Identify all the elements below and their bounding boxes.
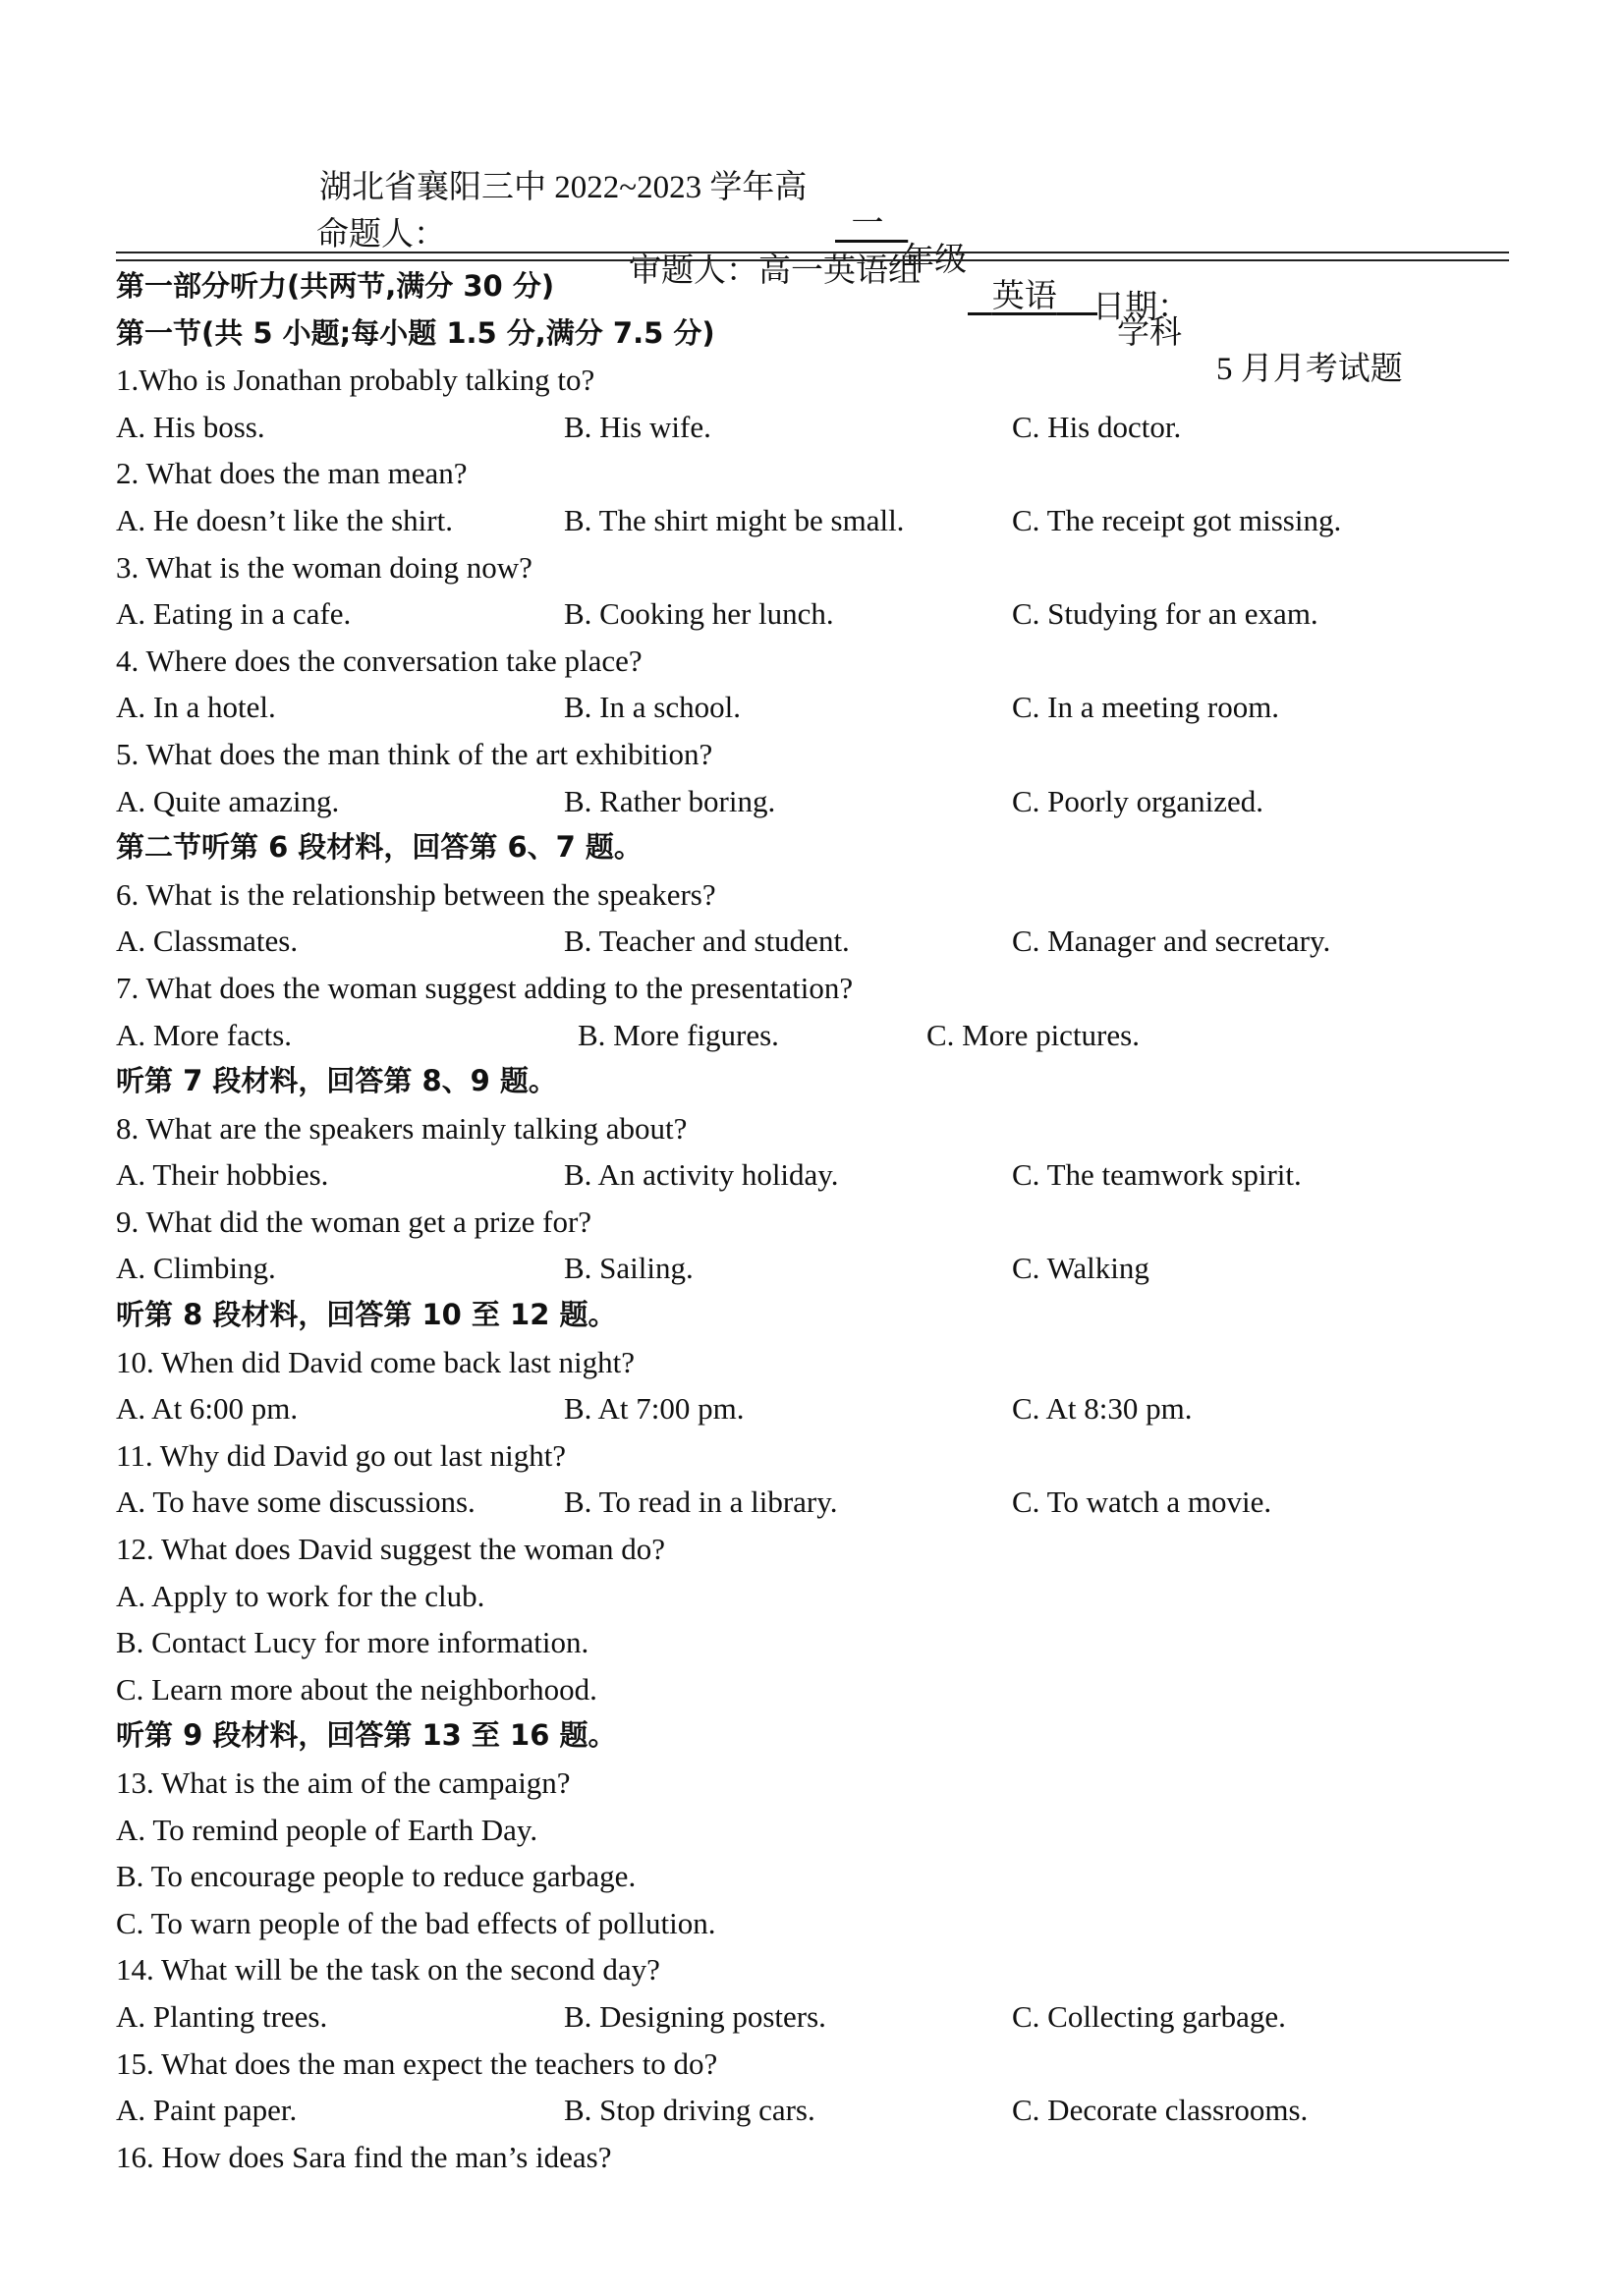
option-b: B. To encourage people to reduce garbage. xyxy=(116,1859,637,1894)
options-row xyxy=(116,590,1511,638)
question-stem: 10. When did David come back last night? xyxy=(116,1344,636,1379)
option-c: C. To watch a movie. xyxy=(1012,1484,1272,1520)
option-b: B. To read in a library. xyxy=(564,1484,838,1520)
option-c: C. In a meeting room. xyxy=(1012,690,1280,725)
subject-label: 学科 xyxy=(1117,315,1182,351)
option-c: C. Manager and secretary. xyxy=(1012,924,1331,959)
options-row xyxy=(116,1151,1511,1199)
option-c: C. Walking xyxy=(1012,1251,1149,1286)
subject-value: 英语 xyxy=(991,279,1057,314)
option-c: C. The receipt got missing. xyxy=(1012,502,1342,537)
option-c: C. Studying for an exam. xyxy=(1012,596,1318,632)
option-a: A. To remind people of Earth Day. xyxy=(116,1812,538,1847)
setter-label: 命题人： xyxy=(316,217,446,252)
question-stem: 5. What does the man think of the art exhibition? xyxy=(116,736,713,771)
options-row xyxy=(116,2087,1511,2134)
option-a: A. His boss. xyxy=(116,409,265,444)
date-label: 日期： xyxy=(1092,290,1190,325)
option-a: A. Climbing. xyxy=(116,1251,276,1286)
question-stem: 14. What will be the task on the second day? xyxy=(116,1952,660,1988)
options-row xyxy=(116,1993,1511,2041)
option-c: C. The teamwork spirit. xyxy=(1012,1157,1302,1193)
option-a: A. He doesn’t like the shirt. xyxy=(116,502,453,537)
option-b: B. Rather boring. xyxy=(564,783,776,818)
option-b: B. His wife. xyxy=(564,409,711,444)
options-row xyxy=(116,1479,1511,1526)
option-b: B. Contact Lucy for more information. xyxy=(116,1625,589,1660)
question-stem: 16. How does Sara find the man’s ideas? xyxy=(116,2139,612,2174)
option-a: A. Quite amazing. xyxy=(116,783,340,818)
option-b: B. An activity holiday. xyxy=(564,1157,839,1193)
option-b: B. Teacher and student. xyxy=(564,924,850,959)
section-heading: 第二节听第 6 段材料，回答第 6、7 题。 xyxy=(116,830,643,865)
option-a: A. To have some discussions. xyxy=(116,1484,476,1520)
part-heading: 第一部分听力(共两节,满分 30 分) xyxy=(116,269,555,303)
grade-label: 年级 xyxy=(902,243,967,278)
question-stem: 1.Who is Jonathan probably talking to? xyxy=(116,363,595,398)
options-row xyxy=(116,404,1511,451)
options-row xyxy=(116,1245,1511,1292)
question-stem: 15. What does the man expect the teachers to do? xyxy=(116,2045,718,2081)
option-a: A. At 6:00 pm. xyxy=(116,1391,299,1427)
question-stem: 6. What is the relationship between the speakers? xyxy=(116,876,716,912)
question-stem: 4. Where does the conversation take place? xyxy=(116,643,643,678)
option-b: B. Sailing. xyxy=(564,1251,694,1286)
school-year-text: 湖北省襄阳三中 2022~2023 学年高 xyxy=(319,170,808,205)
option-a: A. More facts. xyxy=(116,1017,293,1052)
options-row xyxy=(116,1385,1511,1432)
header-divider-bottom xyxy=(116,259,1509,261)
options-row xyxy=(116,1012,1511,1059)
option-b: B. Designing posters. xyxy=(564,1998,826,2034)
option-c: C. Learn more about the neighborhood. xyxy=(116,1671,597,1707)
options-row xyxy=(116,684,1511,731)
exam-name: 5 月月考试题 xyxy=(1216,352,1403,387)
question-stem: 11. Why did David go out last night? xyxy=(116,1437,567,1473)
question-stem: 12. What does David suggest the woman do? xyxy=(116,1532,666,1567)
option-a: A. In a hotel. xyxy=(116,690,276,725)
option-a: A. Apply to work for the club. xyxy=(116,1578,485,1613)
option-b: B. At 7:00 pm. xyxy=(564,1391,745,1427)
exam-body xyxy=(116,263,1511,2180)
reviewer-label: 审题人：高一英语组 xyxy=(629,253,921,289)
option-c: C. More pictures. xyxy=(926,1017,1140,1052)
option-b: B. In a school. xyxy=(564,690,741,725)
question-stem: 2. What does the man mean? xyxy=(116,456,468,491)
option-b: B. More figures. xyxy=(578,1017,779,1052)
option-a: A. Paint paper. xyxy=(116,2093,298,2128)
options-row xyxy=(116,918,1511,965)
question-stem: 3. What is the woman doing now? xyxy=(116,549,532,585)
section-heading: 听第 8 段材料，回答第 10 至 12 题。 xyxy=(116,1298,617,1332)
option-c: C. To warn people of the bad effects of pollution. xyxy=(116,1905,716,1940)
option-c: C. At 8:30 pm. xyxy=(1012,1391,1193,1427)
option-c: C. Collecting garbage. xyxy=(1012,1998,1286,2034)
question-stem: 7. What does the woman suggest adding to the presentation? xyxy=(116,970,854,1005)
question-stem: 9. What did the woman get a prize for? xyxy=(116,1204,592,1239)
section-heading: 听第 7 段材料，回答第 8、9 题。 xyxy=(116,1064,557,1098)
option-c: C. His doctor. xyxy=(1012,409,1182,444)
header-divider-top xyxy=(116,252,1509,253)
section-heading: 听第 9 段材料，回答第 13 至 16 题。 xyxy=(116,1718,617,1753)
option-b: B. The shirt might be small. xyxy=(564,502,905,537)
question-stem: 8. What are the speakers mainly talking about? xyxy=(116,1110,688,1146)
option-a: A. Eating in a cafe. xyxy=(116,596,352,632)
option-b: B. Stop driving cars. xyxy=(564,2093,815,2128)
options-row xyxy=(116,497,1511,544)
option-a: A. Their hobbies. xyxy=(116,1157,329,1193)
question-stem: 13. What is the aim of the campaign? xyxy=(116,1765,571,1800)
options-row xyxy=(116,778,1511,825)
option-a: A. Planting trees. xyxy=(116,1998,328,2034)
grade-value: 一 xyxy=(851,206,884,242)
section-heading: 第一节(共 5 小题;每小题 1.5 分,满分 7.5 分) xyxy=(116,315,715,350)
option-c: C. Poorly organized. xyxy=(1012,783,1264,818)
option-c: C. Decorate classrooms. xyxy=(1012,2093,1309,2128)
option-b: B. Cooking her lunch. xyxy=(564,596,834,632)
option-a: A. Classmates. xyxy=(116,924,299,959)
